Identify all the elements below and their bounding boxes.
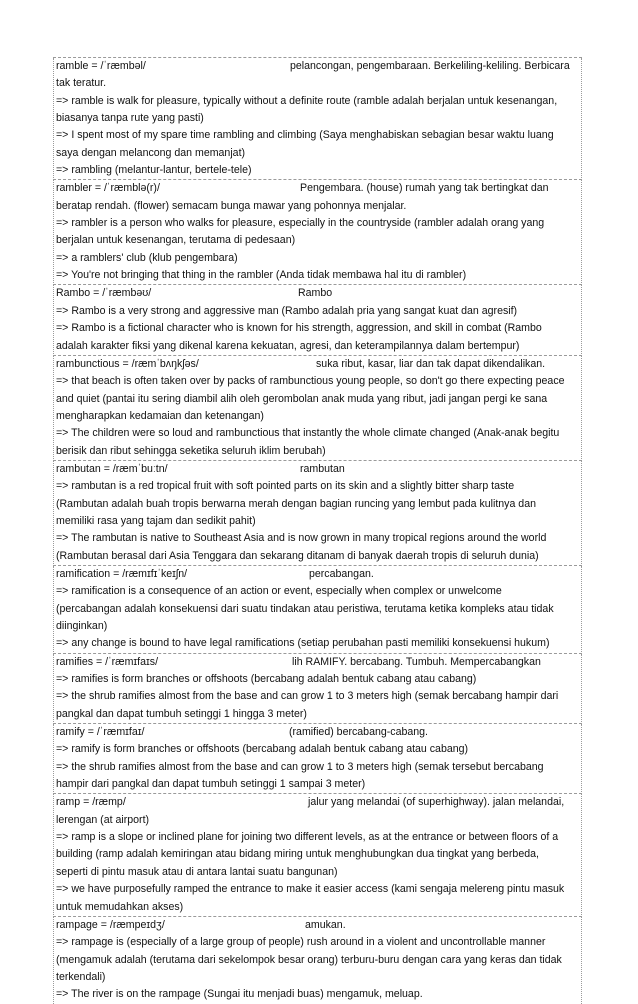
entry-line: => the shrub ramifies almost from the base and can grow 1 to 3 meters high (semak bercabang hampir dari: [56, 690, 559, 703]
entry-line: => I spent most of my spare time rambling and climbing (Saya menghabiskan sebagian besar waktu luang: [56, 129, 554, 142]
entry-meaning: rambutan: [300, 462, 345, 475]
entry-line: => ramification is a consequence of an action or event, especially when complex or unwelcome: [56, 585, 502, 598]
entry-headword: ramble = /ˈræmbəl/: [56, 60, 146, 72]
entry-line: => the shrub ramifies almost from the base and can grow 1 to 3 meters high (semak tersebut bercabang: [56, 760, 544, 773]
entry-headword: ramifies = /ˈræmɪfaɪs/: [56, 655, 159, 668]
entry-line: (mengamuk adalah (terutama dari sekelompok besar orang) terburu-buru dengan cara yang keras dan tidak: [56, 953, 562, 966]
dictionary-entry: [53, 285, 582, 355]
entry-headword: ramp = /ræmp/: [56, 796, 126, 809]
entry-headword: rambler = /ˈræmblə(r)/: [56, 182, 160, 195]
entry-header: [56, 566, 580, 583]
entry-meaning: (ramified) bercabang-cabang.: [289, 726, 428, 739]
entry-line: adalah karakter fiksi yang dikenal karena kekuatan, agresi, dan keterampilannya dalam bertempur): [56, 339, 520, 352]
entry-meaning: lih RAMIFY. bercabang. Tumbuh. Mempercabangkan: [292, 655, 541, 668]
entry-line: mengharapkan kedamaian dan ketenangan): [56, 409, 264, 422]
dictionary-entry: [53, 566, 582, 654]
entry-header: [56, 794, 580, 811]
entry-line: => rambler is a person who walks for pleasure, especially in the countryside (rambler adalah orang yang: [56, 217, 545, 230]
entry-meaning: suka ribut, kasar, liar dan tak dapat dikendalikan.: [316, 357, 546, 370]
entry-meaning: amukan.: [305, 918, 346, 931]
entry-line: beratap rendah. (flower) semacam bunga mawar yang pohonnya menjalar.: [56, 199, 407, 212]
dictionary-entry: [53, 724, 582, 794]
entry-line: diinginkan): [56, 620, 108, 632]
entry-line: tak teratur.: [56, 77, 107, 90]
entry-meaning: pelancongan, pengembaraan. Berkeliling-keliling. Berbicara: [290, 60, 570, 72]
dictionary-entry: [53, 356, 582, 461]
dictionary-entry: [53, 794, 582, 916]
entry-line: => rampage is (especially of a large group of people) rush around in a violent and uncontrollable manner: [56, 936, 546, 949]
entry-line: pangkal dan dapat tumbuh setinggi 1 hingga 3 meter): [56, 707, 307, 720]
entry-meaning: Rambo: [298, 287, 333, 300]
entry-line: terkendali): [56, 970, 106, 983]
entry-line: saya dengan melancong dan memanjat): [56, 146, 246, 159]
entry-header: [56, 917, 580, 934]
entry-header: [56, 285, 580, 302]
entry-headword: rambunctious = /ræmˈbʌŋkʃəs/: [56, 357, 199, 370]
entry-line: berjalan untuk kesenangan, terutama di pedesaan): [56, 234, 296, 247]
entry-header: [56, 58, 580, 75]
entry-line: => Rambo is a fictional character who is known for his strength, aggression, and skill in combat (Rambo: [56, 322, 542, 335]
entry-headword: ramify = /ˈræmɪfaɪ/: [56, 726, 145, 739]
dictionary-entry: [53, 180, 582, 285]
entry-line: => Rambo is a very strong and aggressive man (Rambo adalah pria yang sangat kuat dan agresif): [56, 304, 518, 317]
entry-line: => The river is on the rampage (Sungai itu menjadi buas) mengamuk, meluap.: [56, 988, 423, 1001]
entry-line: (percabangan adalah konsekuensi dari suatu tindakan atau peristiwa, terutama ketika kompleks atau tidak: [56, 602, 554, 615]
entry-line: (Rambutan adalah buah tropis berwarna merah dengan bagian runcing yang lembut pada kulitnya dan: [56, 497, 536, 510]
entry-line: lerengan (at airport): [56, 813, 150, 826]
entry-headword: rampage = /ræmpeɪdʒ/: [56, 918, 165, 931]
entry-line: seperti di pintu masuk atau di antara lantai suatu bangunan): [56, 865, 338, 878]
entry-line: => ramble is walk for pleasure, typically without a definite route (ramble adalah berjalan untuk kesenangan,: [56, 94, 558, 107]
entry-line: (Rambutan berasal dari Asia Tenggara dan sekarang ditanam di banyak daerah tropis di seluruh dunia): [56, 549, 539, 562]
entry-line: => any change is bound to have legal ramifications (setiap perubahan pasti memiliki konsekuensi hukum): [56, 637, 550, 650]
entry-meaning: percabangan.: [309, 567, 374, 580]
entry-line: hampir dari pangkal dan dapat tumbuh setinggi 1 sampai 3 meter): [56, 778, 366, 791]
entry-line: building (ramp adalah kemiringan atau bidang miring untuk menghubungkan dua tingkat yang berbeda,: [56, 848, 539, 861]
entry-line: and quiet (pantai itu sering diambil alih oleh gerombolan anak muda yang ribut, jadi jangan pergi ke sana: [56, 392, 548, 405]
dictionary-entry: [53, 917, 582, 1004]
entry-line: => rambutan is a red tropical fruit with soft pointed parts on its skin and a slightly bitter sharp taste: [56, 480, 515, 493]
entry-meaning: jalur yang melandai (of superhighway). jalan melandai,: [308, 796, 565, 809]
entry-headword: Rambo = /ˈræmbəʊ/: [56, 287, 152, 300]
dictionary-entry: [53, 461, 582, 566]
dictionary-entry: [53, 654, 582, 724]
entry-line: => that beach is often taken over by packs of rambunctious young people, so don't go there expecting peace: [56, 375, 565, 388]
entry-line: => a ramblers' club (klub pengembara): [56, 251, 238, 264]
entry-header: [56, 461, 580, 478]
entry-headword: ramification = /ræmɪfɪˈkeɪʃn/: [56, 567, 188, 580]
dictionary-entries: [53, 57, 582, 1004]
entry-line: => rambling (melantur-lantur, bertele-tele): [56, 164, 252, 177]
entry-line: => The children were so loud and rambunctious that instantly the whole climate changed (Anak-anak begitu: [56, 427, 560, 440]
entry-line: memiliki rasa yang tajam dan sedikit pahit): [56, 514, 256, 527]
entry-line: => ramify is form branches or offshoots (bercabang adalah bentuk cabang atau cabang): [56, 743, 469, 756]
entry-meaning: Pengembara. (house) rumah yang tak bertingkat dan: [300, 182, 549, 195]
dictionary-entry: [53, 58, 582, 180]
entry-header: [56, 180, 580, 197]
entry-line: berisik dan ribut sehingga seketika seluruh iklim berubah): [56, 444, 326, 457]
entry-line: untuk memudahkan akses): [56, 900, 184, 913]
entry-line: => we have purposefully ramped the entrance to make it easier access (kami sengaja melereng pintu masuk: [56, 883, 565, 896]
entry-line: => The rambutan is native to Southeast Asia and is now grown in many tropical regions around the world: [56, 532, 547, 545]
entry-line: biasanya tanpa rute yang pasti): [56, 112, 204, 125]
entry-headword: rambutan = /ræmˈbuːtn/: [56, 462, 168, 475]
entry-line: => You're not bringing that thing in the rambler (Anda tidak membawa hal itu di rambler): [56, 269, 467, 282]
entry-line: => ramifies is form branches or offshoots (bercabang adalah bentuk cabang atau cabang): [56, 673, 477, 686]
entry-header: [56, 724, 580, 741]
entry-header: [56, 356, 580, 373]
entry-header: [56, 654, 580, 671]
entry-line: => ramp is a slope or inclined plane for joining two different levels, as at the entrance or between floors of a: [56, 831, 559, 844]
